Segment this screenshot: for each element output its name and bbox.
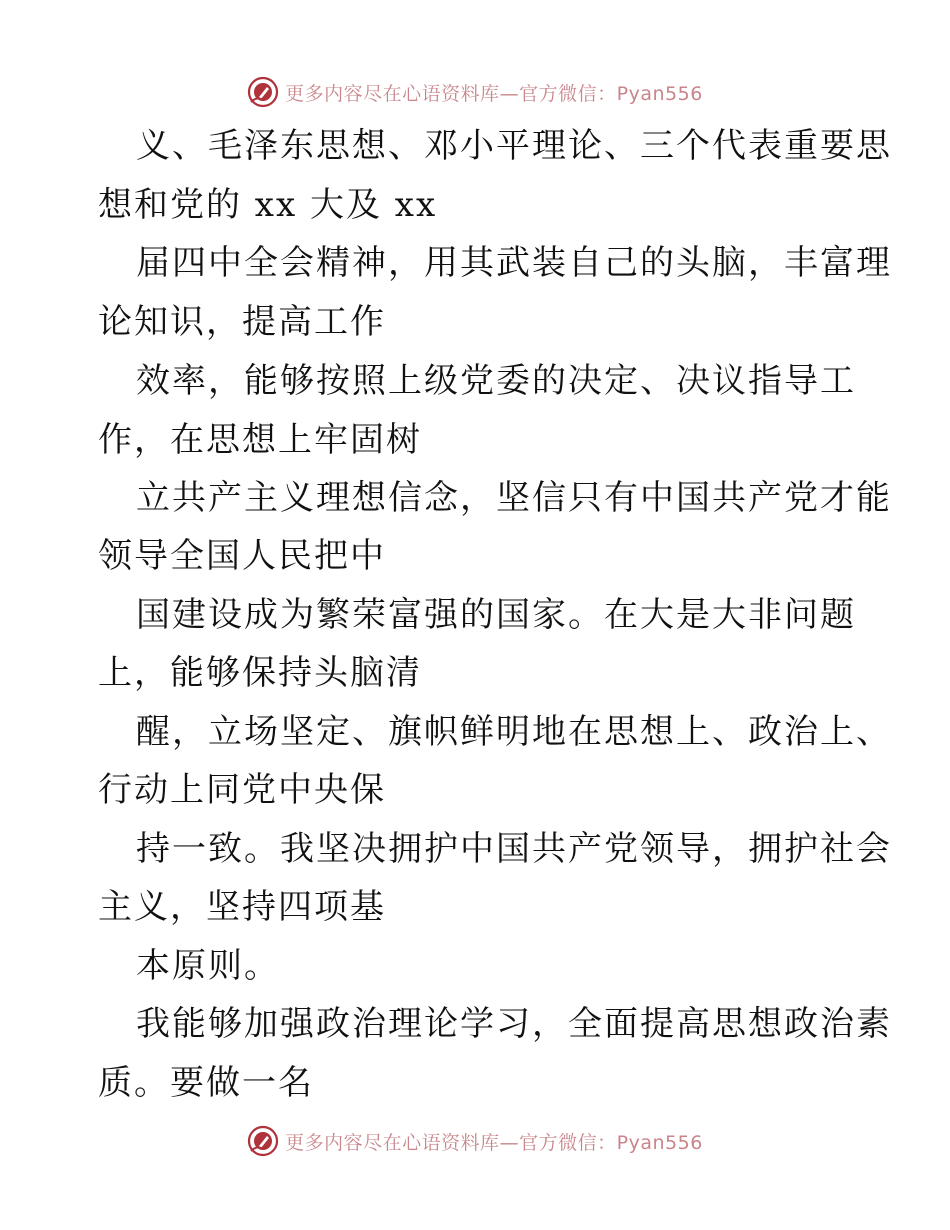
watermark-group (247, 1125, 703, 1157)
pen-circle-logo-icon (247, 1125, 279, 1157)
watermark-text: 更多内容尽在心语资料库—官方微信：Pyan556 (285, 82, 703, 105)
text-line: 国建设成为繁荣富强的国家。在大是大非问题 (136, 595, 856, 635)
pen-circle-logo-icon (247, 76, 279, 108)
text-line: 醒，立场坚定、旗帜鲜明地在思想上、政治上、 (136, 712, 892, 752)
text-line: 领导全国人民把中 (98, 536, 386, 576)
text-line: 义、毛泽东思想、邓小平理论、三个代表重要思 (136, 126, 892, 166)
text-line: 我能够加强政治理论学习，全面提高思想政治素 (136, 1004, 892, 1044)
text-line: 想和党的 xx 大及 xx (98, 185, 438, 225)
text-line: 作，在思想上牢固树 (98, 420, 422, 460)
text-line: 上，能够保持头脑清 (98, 653, 422, 693)
text-line: 持一致。我坚决拥护中国共产党领导，拥护社会 (136, 829, 892, 869)
text-line: 质。要做一名 (98, 1063, 314, 1103)
text-line: 立共产主义理想信念，坚信只有中国共产党才能 (136, 478, 892, 518)
text-line: 届四中全会精神，用其武装自己的头脑，丰富理 (136, 243, 892, 283)
footer-watermark (0, 1121, 950, 1161)
text-line: 本原则。 (136, 946, 280, 986)
text-line: 主义，坚持四项基 (98, 887, 386, 927)
watermark-text: 更多内容尽在心语资料库—官方微信：Pyan556 (285, 1131, 703, 1154)
text-line: 论知识，提高工作 (98, 302, 386, 342)
text-line: 效率，能够按照上级党委的决定、决议指导工 (136, 361, 856, 401)
text-line: 行动上同党中央保 (98, 770, 386, 810)
header-watermark (0, 72, 950, 112)
watermark-group (247, 76, 703, 108)
